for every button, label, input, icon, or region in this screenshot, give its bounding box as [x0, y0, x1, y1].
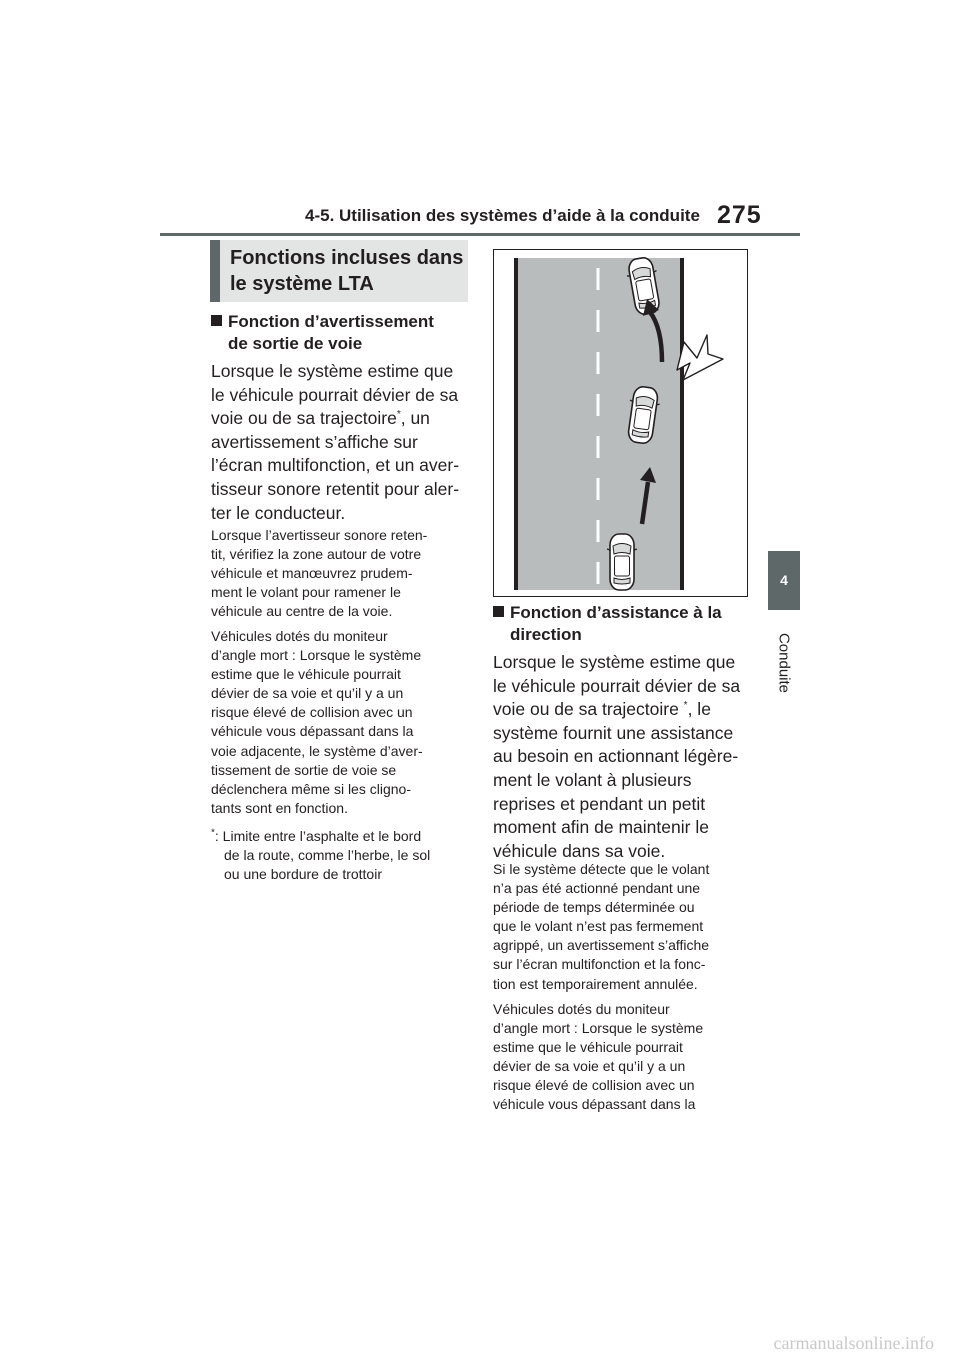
- square-bullet-icon: [211, 315, 222, 326]
- lane-illustration-svg: [494, 250, 747, 596]
- header-rule: [160, 233, 800, 236]
- text-line: véhicule vous dépassant dans la: [493, 1096, 696, 1113]
- text-span: , le: [687, 699, 711, 720]
- text-line: sur l’écran multifonction et la fonc-: [493, 956, 706, 973]
- text-line: risque élevé de collision avec un: [211, 704, 413, 721]
- lane-illustration: [493, 249, 748, 597]
- steering-assist-heading: [493, 602, 722, 646]
- text-line: Lorsque le système estime que: [493, 652, 736, 672]
- steering-assist-paragraph-2: [493, 860, 755, 994]
- text-line: système fournit une assistance: [493, 722, 734, 743]
- text-line: véhicule vous dépassant dans la: [211, 723, 414, 740]
- car-bottom: [607, 534, 637, 590]
- section-title-line1: Fonctions incluses dans: [230, 247, 464, 269]
- text-line: dévier de sa voie et qu’il y a un: [211, 685, 404, 702]
- chapter-label: [760, 618, 808, 708]
- text-span: , un: [400, 408, 430, 429]
- text-line: estime que le véhicule pourrait: [211, 666, 401, 683]
- text-line: Lorsque l’avertisseur sonore reten-: [211, 527, 428, 543]
- text-line: véhicule dans sa voie.: [493, 840, 666, 861]
- text-line: Lorsque le système estime que: [211, 361, 454, 381]
- text-line: moment afin de maintenir le: [493, 817, 709, 838]
- text-line: tit, vérifiez la zone autour de votre: [211, 546, 422, 563]
- text-line: [211, 827, 473, 846]
- text-span: : Limite entre l’asphalte et le bord: [214, 828, 422, 844]
- text-line: voie adjacente, le système d’aver-: [211, 742, 423, 759]
- text-line: tissement de sortie de voie se: [211, 761, 397, 778]
- steering-assist-heading-line1: Fonction d’assistance à la: [510, 603, 722, 622]
- footnote-reference[interactable]: *: [396, 409, 401, 421]
- footnote-mark: *: [211, 827, 215, 839]
- text-line: risque élevé de collision avec un: [493, 1077, 695, 1094]
- text-line: ment le volant pour ramener le: [211, 584, 401, 601]
- text-line: véhicule et manœuvrez prudem-: [211, 565, 413, 582]
- text-line: ter le conducteur.: [211, 502, 346, 523]
- lane-departure-paragraph-1: [211, 360, 471, 525]
- text-line: ment le volant à plusieurs: [493, 769, 692, 790]
- lane-departure-paragraph-3: [211, 627, 471, 818]
- footnote-reference[interactable]: *: [683, 700, 688, 712]
- text-line: le véhicule pourrait dévier de sa: [211, 384, 459, 405]
- text-line: [211, 407, 471, 431]
- section-title-box: [210, 240, 468, 302]
- chapter-label-text: Conduite: [775, 632, 793, 694]
- section-title-line2: le système LTA: [230, 273, 374, 295]
- text-line: reprises et pendant un petit: [493, 793, 706, 814]
- text-line: que le volant n’est pas fermement: [493, 918, 704, 935]
- text-line: véhicule au centre de la voie.: [211, 603, 393, 620]
- text-line: [493, 698, 755, 722]
- lane-departure-paragraph-2: [211, 526, 471, 621]
- watermark: carmanualsonline.info: [773, 1333, 934, 1353]
- text-line: tion est temporairement annulée.: [493, 975, 698, 992]
- text-line: déclenchera même si les cligno-: [211, 780, 411, 797]
- text-line: le véhicule pourrait dévier de sa: [493, 675, 741, 696]
- page-number: 275: [717, 201, 762, 229]
- text-line: de la route, comme l’herbe, le sol: [224, 847, 431, 864]
- text-line: tants sont en fonction.: [211, 799, 348, 816]
- steering-assist-paragraph-3: [493, 1000, 755, 1115]
- chapter-tab[interactable]: 4: [768, 551, 800, 610]
- lane-departure-heading: [211, 311, 434, 355]
- lane-departure-heading-line1: Fonction d’avertissement: [228, 312, 434, 331]
- text-line: période de temps déterminée ou: [493, 899, 695, 916]
- page-header-title: 4-5. Utilisation des systèmes d’aide à la conduite: [305, 206, 700, 225]
- text-line: estime que le véhicule pourrait: [493, 1039, 683, 1056]
- text-line: d’angle mort : Lorsque le système: [211, 647, 422, 664]
- footnote: [211, 827, 473, 884]
- text-line: tisseur sonore retentit pour aler-: [211, 478, 460, 499]
- text-line: dévier de sa voie et qu’il y a un: [493, 1058, 686, 1075]
- square-bullet-icon: [493, 606, 504, 617]
- text-line: d’angle mort : Lorsque le système: [493, 1020, 704, 1037]
- text-line: l’écran multifonction, et un aver-: [211, 455, 460, 476]
- text-line: Véhicules dotés du moniteur: [211, 628, 388, 644]
- lane-departure-heading-line2: de sortie de voie: [228, 334, 363, 353]
- text-line: Si le système détecte que le volant: [493, 861, 710, 877]
- text-line: n’a pas été actionné pendant une: [493, 880, 701, 897]
- text-line: agrippé, un avertissement s’affiche: [493, 937, 710, 954]
- steering-assist-heading-line2: direction: [510, 625, 582, 644]
- text-span: voie ou de sa trajectoire: [211, 408, 397, 429]
- steering-assist-paragraph-1: [493, 651, 755, 863]
- text-line: avertissement s’affiche sur: [211, 431, 418, 452]
- text-line: ou une bordure de trottoir: [224, 866, 382, 883]
- text-line: Véhicules dotés du moniteur: [493, 1001, 670, 1017]
- text-line: au besoin en actionnant légère-: [493, 746, 739, 767]
- text-span: voie ou de sa trajectoire: [493, 699, 684, 720]
